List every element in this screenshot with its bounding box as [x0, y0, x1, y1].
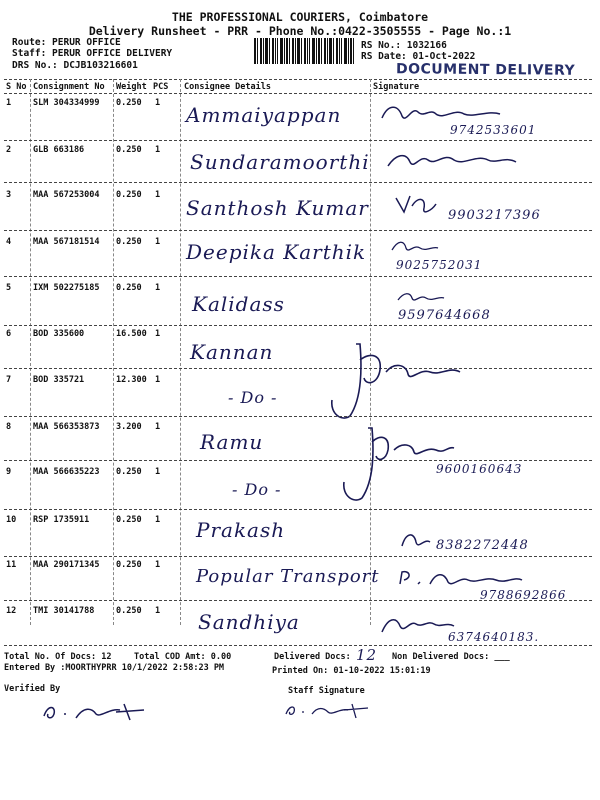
row-weight: 3.200 [116, 422, 142, 432]
row-rule [4, 645, 592, 646]
row-pcs: 1 [155, 606, 161, 616]
row-pcs: 1 [155, 422, 161, 432]
signature-scribble [396, 290, 446, 306]
row-pcs: 1 [155, 237, 161, 247]
col-consignment: Consignment No [33, 82, 105, 92]
barcode-image [254, 38, 354, 64]
row-sno: 12 [6, 606, 17, 616]
row-signature: 6374640183. [448, 630, 540, 644]
row-pcs: 1 [155, 467, 161, 477]
row-rule [4, 325, 592, 326]
row-pcs: 1 [155, 98, 161, 108]
runsheet-subtitle: Delivery Runsheet - PRR - Phone No.:0422-3505555 - Page No.:1 [88, 24, 512, 38]
delivered-docs-label: Delivered Docs: [274, 652, 351, 662]
row-consignment: MAA 567253004 [33, 190, 100, 200]
verified-signature [40, 700, 150, 724]
row-pcs: 1 [155, 375, 161, 385]
row-pcs: 1 [155, 515, 161, 525]
col-signature: Signature [373, 82, 420, 92]
signature-scribble [384, 146, 524, 174]
row-signature: 9600160643 [436, 462, 523, 476]
row-sno: 1 [6, 98, 12, 108]
row-sno: 6 [6, 329, 12, 339]
row-consignee: Santhosh Kumar [186, 196, 369, 220]
document-delivery-stamp: DOCUMENT DELIVERY [395, 61, 576, 79]
staff-label: Staff: PERUR OFFICE DELIVERY [12, 48, 173, 59]
signature-scribble [378, 612, 458, 638]
row-pcs: 1 [155, 329, 161, 339]
row-consignment: TMI 30141788 [33, 606, 95, 616]
row-consignee: Kalidass [192, 292, 285, 316]
row-signature: 9903217396 [448, 208, 541, 223]
signature-scribble [392, 190, 442, 222]
rs-date: RS Date: 01-Oct-2022 [361, 51, 476, 62]
non-delivered-docs: Non Delivered Docs: ___ [392, 652, 510, 662]
row-weight: 0.250 [116, 283, 142, 293]
row-sno: 5 [6, 283, 12, 293]
row-rule [4, 140, 592, 141]
row-consignee: Sundaramoorthi [190, 150, 370, 174]
staff-signature-label: Staff Signature [288, 686, 365, 696]
row-weight: 12.300 [116, 375, 147, 385]
row-weight: 0.250 [116, 145, 142, 155]
row-weight: 0.250 [116, 515, 142, 525]
row-consignee: - Do - [228, 388, 278, 407]
row-consignment: RSP 1735911 [33, 515, 90, 525]
rs-number: RS No.: 1032166 [361, 40, 447, 51]
row-consignee: - Do - [232, 480, 282, 499]
row-pcs: 1 [155, 145, 161, 155]
verified-by-label: Verified By [4, 684, 61, 694]
row-consignee: Deepika Karthik [186, 240, 367, 264]
staff-signature [282, 700, 372, 720]
row-sno: 8 [6, 422, 12, 432]
row-rule [4, 416, 592, 417]
row-consignee: Popular Transport [196, 566, 380, 587]
col-weight: Weight [116, 82, 147, 92]
signature-scribble [320, 338, 470, 424]
row-consignment: GLB 663186 [33, 145, 85, 155]
drs-number: DRS No.: DCJB103216601 [12, 60, 138, 71]
col-divider [113, 79, 114, 625]
row-sno: 4 [6, 237, 12, 247]
row-rule [4, 368, 592, 369]
row-sno: 3 [6, 190, 12, 200]
company-title: THE PROFESSIONAL COURIERS, Coimbatore [171, 10, 429, 24]
row-sno: 2 [6, 145, 12, 155]
signature-scribble [378, 100, 528, 126]
col-divider [30, 79, 31, 625]
row-rule [4, 556, 592, 557]
route-label: Route: PERUR OFFICE [12, 37, 121, 48]
row-consignee: Kannan [190, 340, 274, 364]
total-cod: Total COD Amt: 0.00 [134, 652, 232, 662]
row-consignee: Ramu [200, 430, 264, 454]
header-rule-bottom [4, 93, 592, 94]
row-signature: 9788692866 [480, 588, 567, 602]
row-signature: 9597644668 [398, 308, 491, 323]
row-weight: 0.250 [116, 190, 142, 200]
row-consignment: IXM 502275185 [33, 283, 100, 293]
row-weight: 0.250 [116, 237, 142, 247]
row-consignee: Ammaiyappan [186, 103, 342, 127]
row-weight: 0.250 [116, 560, 142, 570]
row-pcs: 1 [155, 283, 161, 293]
col-consignee: Consignee Details [184, 82, 271, 92]
row-signature: 9025752031 [396, 258, 483, 272]
row-consignment: MAA 566353873 [33, 422, 100, 432]
row-consignee: Prakash [196, 518, 286, 542]
row-pcs: 1 [155, 190, 161, 200]
row-sno: 7 [6, 375, 12, 385]
signature-scribble [390, 238, 440, 256]
row-sno: 11 [6, 560, 17, 570]
row-sno: 9 [6, 467, 12, 477]
col-divider [180, 79, 181, 625]
header-rule-top [4, 79, 592, 80]
row-weight: 0.250 [116, 467, 142, 477]
row-sno: 10 [6, 515, 17, 525]
row-rule [4, 460, 592, 461]
row-rule [4, 600, 592, 601]
total-docs: Total No. Of Docs: 12 [4, 652, 112, 662]
row-weight: 0.250 [116, 98, 142, 108]
row-weight: 0.250 [116, 606, 142, 616]
delivered-docs-value: 12 [356, 646, 378, 664]
row-rule [4, 230, 592, 231]
row-consignment: BOD 335600 [33, 329, 85, 339]
signature-scribble [396, 568, 526, 590]
row-rule [4, 276, 592, 277]
row-consignment: MAA 566635223 [33, 467, 100, 477]
row-consignment: SLM 304334999 [33, 98, 100, 108]
row-signature: 9742533601 [450, 123, 537, 137]
row-pcs: 1 [155, 560, 161, 570]
entered-by: Entered By :MOORTHYPRR 10/1/2022 2:58:23 PM [4, 663, 225, 673]
row-consignment: MAA 290171345 [33, 560, 100, 570]
row-consignment: MAA 567181514 [33, 237, 100, 247]
row-weight: 16.500 [116, 329, 147, 339]
signature-scribble [400, 530, 436, 552]
row-consignment: BOD 335721 [33, 375, 85, 385]
row-signature: 8382272448 [436, 538, 529, 553]
row-consignee: Sandhiya [198, 610, 300, 634]
row-rule [4, 182, 592, 183]
col-pcs: PCS [153, 82, 169, 92]
row-rule [4, 509, 592, 510]
col-sno: S No [6, 82, 27, 92]
printed-on: Printed On: 01-10-2022 15:01:19 [272, 666, 431, 676]
